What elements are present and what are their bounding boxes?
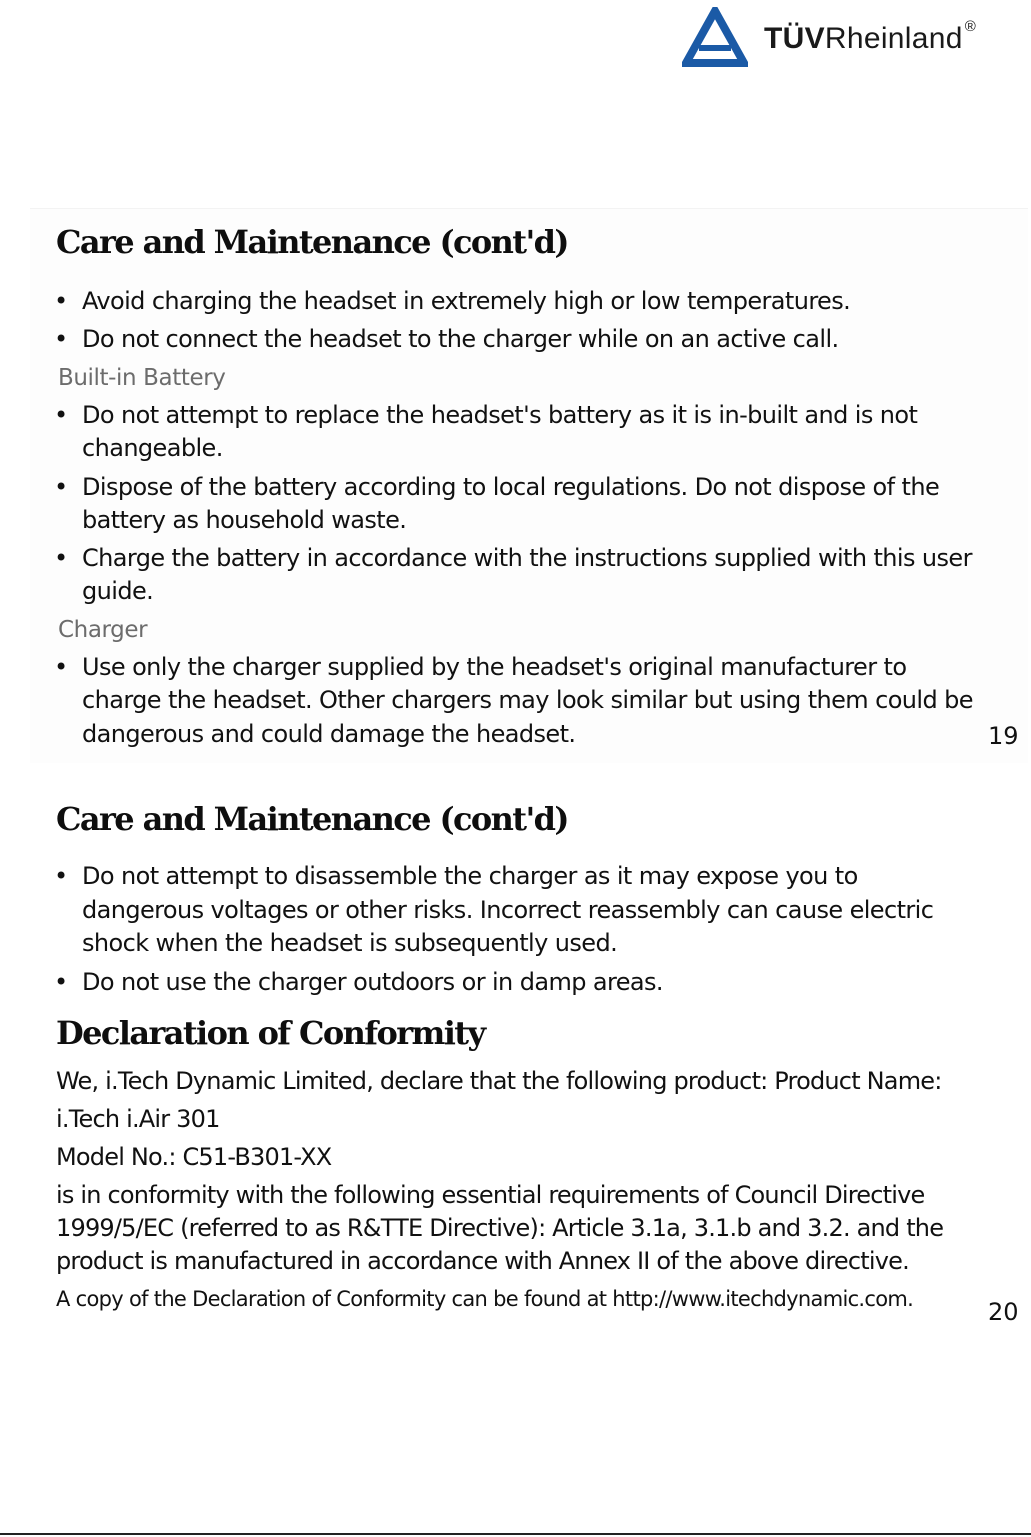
declaration-line-6: product is manufactured in accordance with Annex II of the above directive. <box>56 1247 909 1275</box>
logo-brand-rest: Rheinland <box>824 22 963 55</box>
page-number-19: 19 <box>988 722 1019 750</box>
bullet-no-disassemble-charger-cont-1: dangerous voltages or other risks. Incorrect reassembly can cause electric <box>82 896 934 924</box>
bullet-charge-per-instructions: • Charge the battery in accordance with the instructions supplied with this user <box>82 542 972 575</box>
declaration-copy-line: A copy of the Declaration of Conformity can be found at http://www.itechdynamic.com. <box>56 1287 914 1311</box>
bullet-dispose-battery: • Dispose of the battery according to local regulations. Do not dispose of the <box>82 471 939 504</box>
manual-page-20 <box>30 790 1028 1335</box>
tuv-triangle-icon <box>682 7 748 67</box>
declaration-heading: Declaration of Conformity <box>56 1014 485 1052</box>
declaration-line-4: is in conformity with the following essential requirements of Council Directive <box>56 1181 925 1209</box>
bullet-no-replace-battery-cont: changeable. <box>82 434 223 462</box>
manual-page-19 <box>30 208 1028 763</box>
bullet-avoid-charging-temperatures: • Avoid charging the headset in extremely high or low temperatures. <box>82 285 850 318</box>
bullet-use-original-charger-cont-1: charge the headset. Other chargers may look similar but using them could be <box>82 686 973 714</box>
subheading-charger: Charger <box>58 617 148 643</box>
page-20-heading: Care and Maintenance (cont'd) <box>56 800 568 838</box>
subheading-built-in-battery: Built-in Battery <box>58 365 226 391</box>
bottom-rule <box>0 1533 1031 1535</box>
logo-brand-bold: TÜV <box>764 22 825 55</box>
tuv-rheinland-logo <box>682 6 976 68</box>
logo-wordmark <box>764 18 977 56</box>
declaration-line-5: 1999/5/EC (referred to as R&TTE Directive): Article 3.1a, 3.1.b and 3.2. and the <box>56 1214 944 1242</box>
page-number-20: 20 <box>988 1298 1019 1326</box>
bullet-use-original-charger-cont-2: dangerous and could damage the headset. <box>82 720 576 748</box>
declaration-product-name: i.Tech i.Air 301 <box>56 1105 220 1133</box>
bullet-no-disassemble-charger-cont-2: shock when the headset is subsequently used. <box>82 929 618 957</box>
declaration-line-1: We, i.Tech Dynamic Limited, declare that the following product: Product Name: <box>56 1067 942 1095</box>
page-19-heading: Care and Maintenance (cont'd) <box>56 223 568 261</box>
bullet-dispose-battery-cont: battery as household waste. <box>82 506 407 534</box>
bullet-use-original-charger: • Use only the charger supplied by the headset's original manufacturer to <box>82 651 906 684</box>
bullet-no-replace-battery: • Do not attempt to replace the headset's battery as it is in-built and is not <box>82 399 917 432</box>
declaration-model-number: Model No.: C51-B301-XX <box>56 1143 332 1171</box>
bullet-charge-per-instructions-cont: guide. <box>82 577 154 605</box>
bullet-no-charge-on-call: • Do not connect the headset to the charger while on an active call. <box>82 323 839 356</box>
bullet-no-outdoor-use: • Do not use the charger outdoors or in damp areas. <box>82 966 663 999</box>
logo-registered-mark: ® <box>964 18 977 35</box>
bullet-no-disassemble-charger: • Do not attempt to disassemble the charger as it may expose you to <box>82 860 858 893</box>
